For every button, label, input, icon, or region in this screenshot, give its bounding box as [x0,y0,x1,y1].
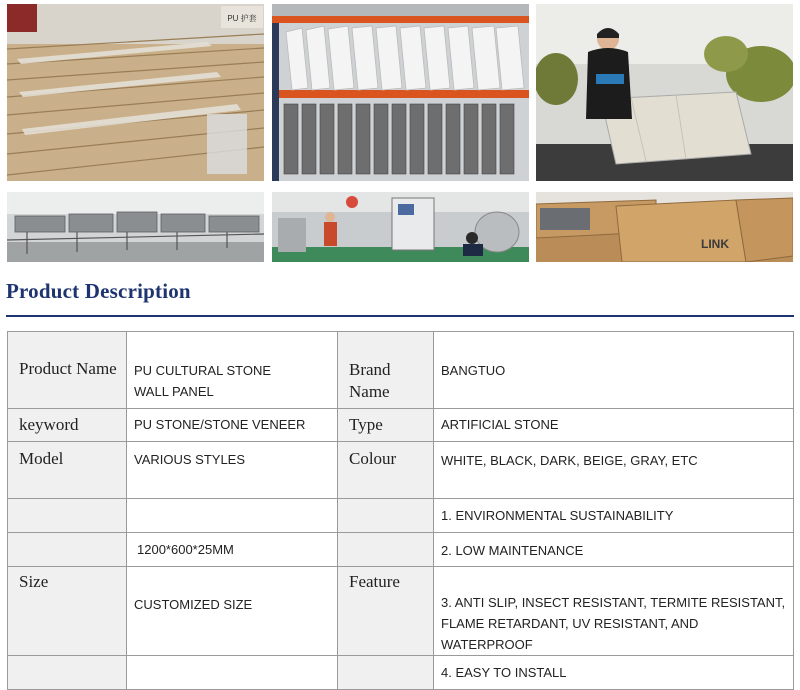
product-name-value: PU CULTURAL STONE WALL PANEL [134,363,272,399]
model-value: VARIOUS STYLES [134,452,246,467]
feature-item: 4. EASY TO INSTALL [441,665,567,680]
spec-row-keyword [8,409,794,442]
spec-row-product [8,332,794,409]
photo-foaming-machine [272,192,529,262]
spec-row-feature-1 [8,499,794,533]
spec-row-model [8,442,794,499]
svg-text:LINK: LINK [701,237,729,251]
size-label: Size [19,572,49,591]
spec-row-size-feature [8,567,794,656]
feature-label: Feature [349,572,400,591]
section-title: Product Description [6,279,191,303]
size-value-secondary: CUSTOMIZED SIZE [134,597,253,612]
spec-row-feature-2 [8,533,794,567]
photo-worker-inspecting-panel [536,4,793,181]
size-value-primary: 1200*600*25MM [137,542,234,557]
type-value: ARTIFICIAL STONE [441,417,559,432]
spec-row-feature-4 [8,656,794,690]
photo-production-line [7,192,264,262]
brand-name-value: BANGTUO [441,363,506,378]
type-label: Type [349,415,383,434]
photo-warehouse-racks [272,4,529,181]
model-label: Model [19,449,64,468]
section-divider [6,315,794,317]
svg-text:PU 护套: PU 护套 [227,14,257,23]
feature-item: 1. ENVIRONMENTAL SUSTAINABILITY [441,508,674,523]
brand-name-label-cell [338,332,434,409]
feature-item: 3. ANTI SLIP, INSECT RESISTANT, TERMITE RESISTANT, FLAME RETARDANT, UV RESISTANT, AND WATERPROOF [441,595,786,652]
photo-boxed-panels [7,4,264,181]
product-name-label: Product Name [19,359,117,378]
colour-value: WHITE, BLACK, DARK, BEIGE, GRAY, ETC [441,453,698,468]
brand-name-value-cell [434,332,794,409]
spec-table [7,331,794,690]
colour-label: Colour [349,449,397,468]
feature-item: 2. LOW MAINTENANCE [441,543,584,558]
brand-name-label: Brand Name [349,360,391,401]
keyword-label: keyword [19,415,79,434]
keyword-value: PU STONE/STONE VENEER [134,417,306,432]
product-name-label-cell [8,332,127,409]
photo-shipping-cartons [536,192,793,262]
product-name-value-cell [127,332,338,409]
